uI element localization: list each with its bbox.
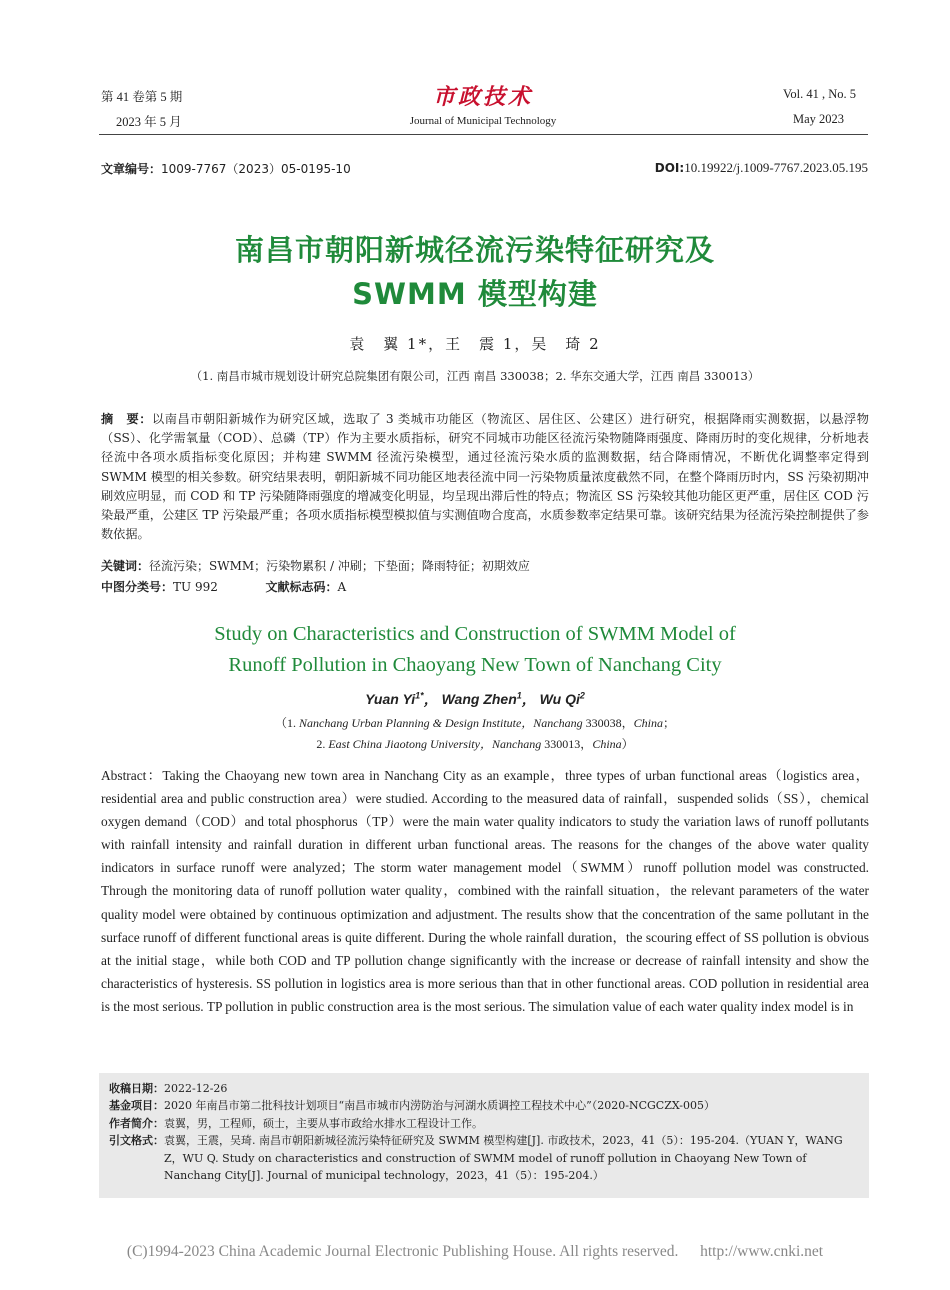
citation [109,1132,861,1184]
author-2-sup: 1 [516,690,522,701]
copyright-footer [0,1243,950,1261]
copyright-text: (C)1994-2023 China Academic Journal Electronic Publishing House. All rights reserved. [126,1243,679,1260]
keywords-cn [101,557,869,574]
author-bio-label: 作者简介： [109,1116,164,1130]
authors-cn: 袁 翼 1*，王 震 1，吴 琦 2 [349,335,601,353]
author-bio [109,1115,861,1132]
author-bio-value: 袁翼，男，工程师，硕士，主要从事市政给水排水工程设计工作。 [164,1116,483,1130]
doi-value: 10.19922/j.1009-7767.2023.05.195 [684,160,868,175]
affiliation-en-line2 [0,734,950,755]
doc-code-label: 文献标志码： [265,580,338,594]
journal-logo: 市政技术 [432,84,533,110]
received-label: 收稿日期： [109,1082,164,1095]
abstract-cn-label: 摘 要： [101,412,152,426]
abstract-en [101,764,869,1018]
author-3-sup: 2 [579,690,585,701]
article-info-box [99,1073,869,1198]
received-date [109,1080,861,1097]
authors-en: Yuan $Yi^{1*}$， Wang Zhen$^1$， Wu Qi$^2$ [365,690,585,707]
abstract-en-label: Abstract： [101,768,163,783]
volume-cn: 第 41 卷第 5 期 [101,90,183,104]
keywords-cn-text: 径流污染；SWMM；污染物累积 / 冲刷；下垫面；降雨特征；初期效应 [149,559,530,573]
fund-label: 基金项目： [109,1099,164,1113]
cnki-url[interactable]: http://www.cnki.net [700,1243,824,1260]
keywords-cn-label: 关键词： [101,559,150,573]
title-en-line2: Runoff Pollution in Chaoyang New Town of Nanchang City [228,654,722,676]
article-number-value: 1009-7767（2023）05-0195-10 [161,162,351,176]
fund-project [109,1097,861,1114]
affil-en-2-code: 330013， [541,737,593,751]
affiliation-en-line1 [0,713,950,734]
date-en: May 2023 [793,112,845,126]
citation-value: 袁翼，王震，吴琦. 南昌市朝阳新城径流污染特征研究及 SWMM 模型构建[J]. 市政技术，2023，41（5）：195-204.（YUAN Y，WANG Z，WU Q. Study on characteristics and construction of SWMM model of runoff pollution in Chaoyang New Town of Nanchang City[J]. Journal of municipal technology，2023，41（5）：195-204.） [164,1134,843,1183]
affil-en-1-inst: Nanchang Urban Planning & Design Institute，Nanchang [298,716,583,730]
affil-en-2-country: China [592,737,622,751]
affil-en-2-prefix: 2. [316,737,329,751]
title-cn-line1: 南昌市朝阳新城径流污染特征研究及 [234,233,715,267]
title-cn-line2: SWMM 模型构建 [352,277,598,311]
article-number-label: 文章编号： [101,162,162,176]
affil-en-1-code: 330038， [582,716,634,730]
date-cn: 2023 年 5 月 [116,115,182,129]
received-value: 2022-12-26 [164,1082,228,1095]
author-2: Wang Zhen [441,691,517,707]
abstract-cn-text: 以南昌市朝阳新城作为研究区域，选取了 3 类城市功能区（物流区、居住区、公建区）进行研究，根据降雨实测数据，以悬浮物（SS）、化学需氧量（COD）、总磷（TP）作为主要水质指标，研究不同城市功能区径流污染物随降雨强度、降雨历时的变化规律，分析地表径流中各项水质指标变化原因；并构建 SWMM 径流污染模型，通过径流污染水质的监测数据，结合降雨情况，不断优化调整率定得到 SWMM 模型的相关参数。研究结果表明，朝阳新城不同功能区地表径流中同一污染物质量浓度截然不同，在整个降雨历时内，SS 污染初期冲刷效应明显，而 COD 和 TP 污染随降雨强度的增减变化明显，均呈现出滞后性的特点；物流区 SS 污染较其他功能区更严重，居住区 COD 污染最严重，公建区 TP 污染最严重；各项水质指标模型模拟值与实测值吻合度高，水质参数率定结果可靠。该研究结果为径流污染控制提供了参数依据。 [101,412,869,542]
author-1-sup: 1* [415,690,424,701]
affil-en-1-prefix: （1. [274,716,299,730]
affil-en-1-end: ； [663,716,676,730]
affil-en-2-end: ） [621,737,634,751]
clc-value: TU 992 [173,580,218,594]
abstract-cn [101,410,869,544]
clc-label: 中图分类号： [101,580,174,594]
header-rule [99,134,868,135]
abstract-en-text: Taking the Chaoyang new town area in Nanchang City as an example，three types of urban functional areas（logistics area，residential area and public construction area）were studied. According to the measured data of rainfall，suspended solids（SS），chemical oxygen demand（COD）and total phosphorus（TP）were the main water quality indicators to study the variation laws of runoff pollutants with rainfall intensity and rainfall duration in different urban functional areas. The reasons for the changes of the above water quality indicators in surface runoff were analyzed；The storm water management model（SWMM）runoff pollution model was constructed. Through the monitoring data of runoff pollution water quality，combined with the rainfall situation，the relevant parameters of the water quality model were obtained by continuous optimization and adjustment. The results show that the concentration of the same pollutant in the surface runoff of different functional areas is quite different. During the whole rainfall duration，the scouring effect of SS pollution is obvious at the initial stage，while both COD and TP pollution change significantly with the increase or decrease of rainfall intensity and show the characteristics of hysteresis. SS pollution in logistics area is more serious than that in other functional areas. COD pollution in residential area is the most serious. TP pollution in public construction area is the most serious. The simulation value of each water quality index model is in [101,768,870,1014]
affil-en-2-inst: East China Jiaotong University，Nanchang [328,737,542,751]
title-en-line1: Study on Characteristics and Construction of SWMM Model of [214,623,736,645]
classification [101,578,869,595]
affiliation-cn: （1. 南昌市城市规划设计研究总院集团有限公司，江西 南昌 330038；2. 华东交通大学，江西 南昌 330013） [190,369,760,383]
journal-name-en: Journal of Municipal Technology [409,115,557,127]
doc-code-value: A [337,580,347,594]
doi-label: DOI: [654,161,685,175]
fund-value: 2020 年南昌市第二批科技计划项目“南昌市城市内涝防治与河湖水质调控工程技术中心”（2020-NCGCZX-005） [164,1099,715,1113]
article-number [101,160,351,177]
citation-label: 引文格式： [109,1134,164,1148]
author-3: Wu Qi [539,691,580,707]
doi [655,160,868,176]
volume-en: Vol. 41 , No. 5 [783,87,857,101]
author-1: Yuan Yi [365,691,416,707]
affil-en-1-country: China [633,716,663,730]
